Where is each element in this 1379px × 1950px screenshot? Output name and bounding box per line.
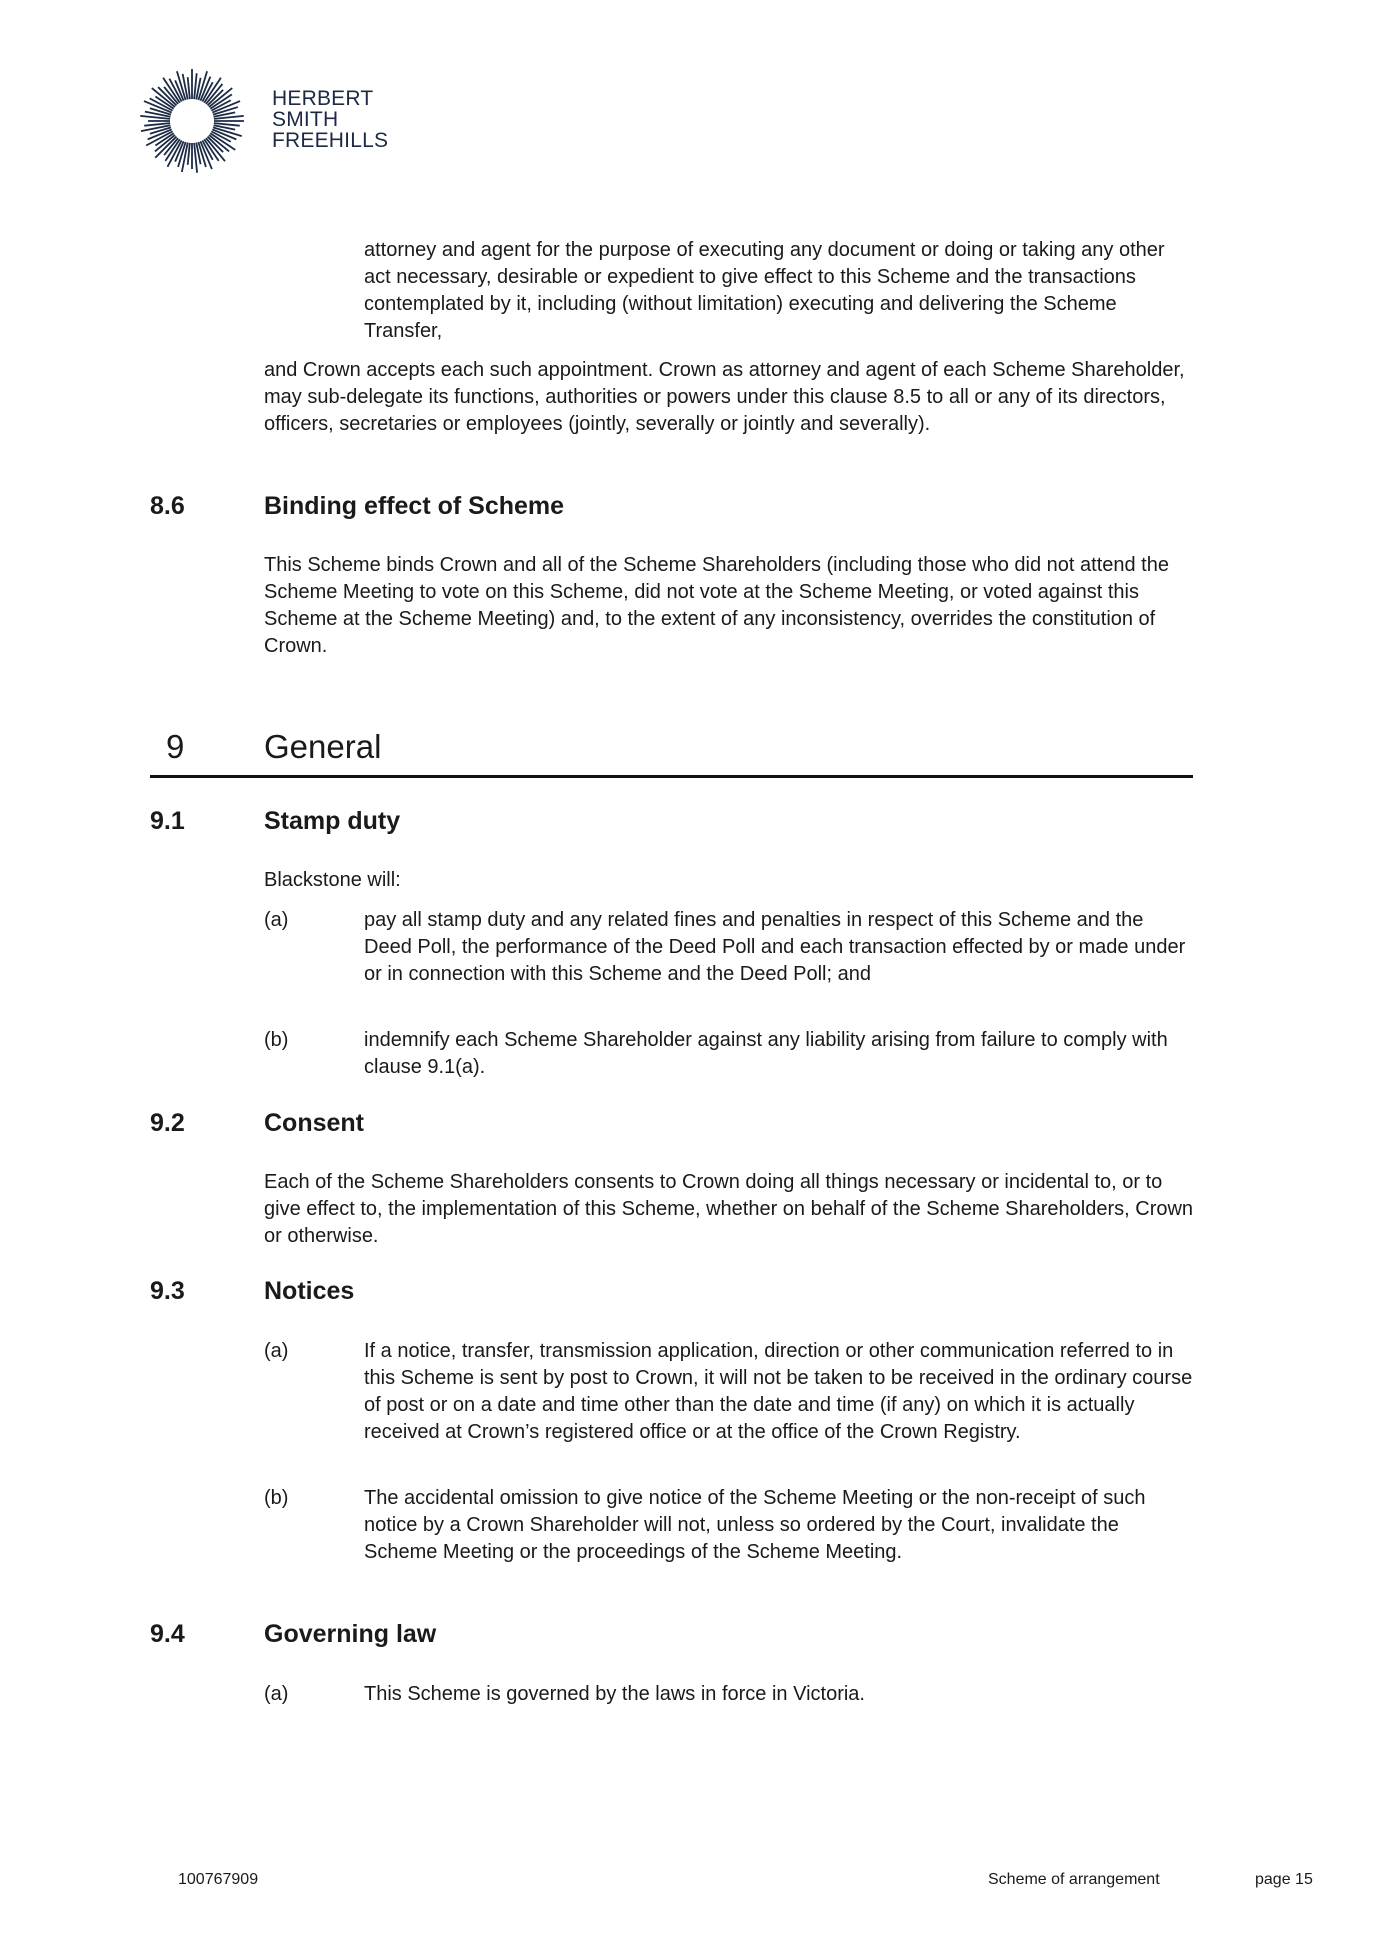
section-9-4-item-label: (a)	[264, 1683, 289, 1705]
section-9-heading: General	[264, 728, 382, 765]
section-9-3-item-label: (a)	[264, 1340, 289, 1362]
footer-doc-title: Scheme of arrangement	[988, 1871, 1160, 1888]
section-9-number: 9	[166, 728, 185, 765]
logo-ray	[188, 77, 190, 99]
section-9-3-item-text: The accidental omission to give notice of the Scheme Meeting or the non-receipt of such notice by a Crown Shareholder will not, unless so ordered by the Court, invalidate the Scheme Meeting or the proceedings of the Scheme Meeting.	[364, 1487, 1146, 1563]
footer-doc-number: 100767909	[178, 1871, 259, 1888]
section-9-3-heading: Notices	[264, 1277, 355, 1305]
appointment-paragraph: and Crown accepts each such appointment. Crown as attorney and agent of each Scheme Shareholder, may sub-delegate its functions, authorities or powers under this clause 8.5 to all or any of its directors, officers, secretaries or employees (jointly, severally or jointly and severally).	[264, 359, 1185, 435]
section-9-1-number: 9.1	[150, 807, 185, 835]
logo-line-1: HERBERT	[272, 87, 374, 110]
section-9-3-number: 9.3	[150, 1277, 185, 1305]
section-9-1-item-label: (a)	[264, 909, 289, 931]
section-9-1-heading: Stamp duty	[264, 807, 401, 835]
section-9-2-text: Each of the Scheme Shareholders consents to Crown doing all things necessary or incidental to, or to give effect to, the implementation of this Scheme, whether on behalf of the Scheme Shareholders, Crown or otherwise.	[264, 1171, 1194, 1247]
section-9-3-item-label: (b)	[264, 1487, 289, 1509]
section-9-1-intro: Blackstone will:	[264, 869, 401, 891]
section-8-6-text: This Scheme binds Crown and all of the Scheme Shareholders (including those who did not attend the Scheme Meeting to vote on this Scheme, did not vote at the Scheme Meeting, or voted against this Scheme at the Scheme Meeting) and, to the extent of any inconsistency, overrides the constitution of Crown.	[264, 554, 1169, 657]
section-9-4-heading: Governing law	[264, 1620, 437, 1648]
logo-wordmark	[272, 88, 388, 151]
logo-line-3: FREEHILLS	[272, 129, 389, 152]
section-9-1-item-label: (b)	[264, 1029, 289, 1051]
section-9-4-number: 9.4	[150, 1620, 185, 1648]
section-9-1-item-text: pay all stamp duty and any related fines and penalties in respect of this Scheme and the Deed Poll, the performance of the Deed Poll and each transaction effected by or made under or in connection with this Scheme and the Deed Poll; and	[364, 909, 1186, 985]
section-9-1-item-text: indemnify each Scheme Shareholder against any liability arising from failure to comply with clause 9.1(a).	[364, 1029, 1168, 1078]
section-9-2-heading: Consent	[264, 1109, 364, 1137]
footer-page-number: page 15	[1255, 1871, 1313, 1888]
section-9-2-number: 9.2	[150, 1109, 185, 1137]
section-8-6-heading: Binding effect of Scheme	[264, 492, 565, 520]
section-9-3-item-text: If a notice, transfer, transmission application, direction or other communication referred to in this Scheme is sent by post to Crown, it will not be taken to be received in the ordinary course of post or on a date and time other than the date and time (if any) on which it is actually received at Crown’s registered office or at the office of the Crown Registry.	[364, 1340, 1193, 1443]
section-8-6-number: 8.6	[150, 492, 185, 520]
section-9-4-item-text: This Scheme is governed by the laws in force in Victoria.	[364, 1683, 865, 1705]
continued-paragraph: attorney and agent for the purpose of executing any document or doing or taking any other act necessary, desirable or expedient to give effect to this Scheme and the transactions contemplated by it, including (without limitation) executing and delivering the Scheme Transfer,	[364, 239, 1165, 342]
herbert-smith-freehills-logo-icon	[134, 63, 250, 179]
logo-line-2: SMITH	[272, 108, 339, 131]
section-9-rule	[150, 775, 1193, 778]
logo-ray	[188, 143, 190, 165]
